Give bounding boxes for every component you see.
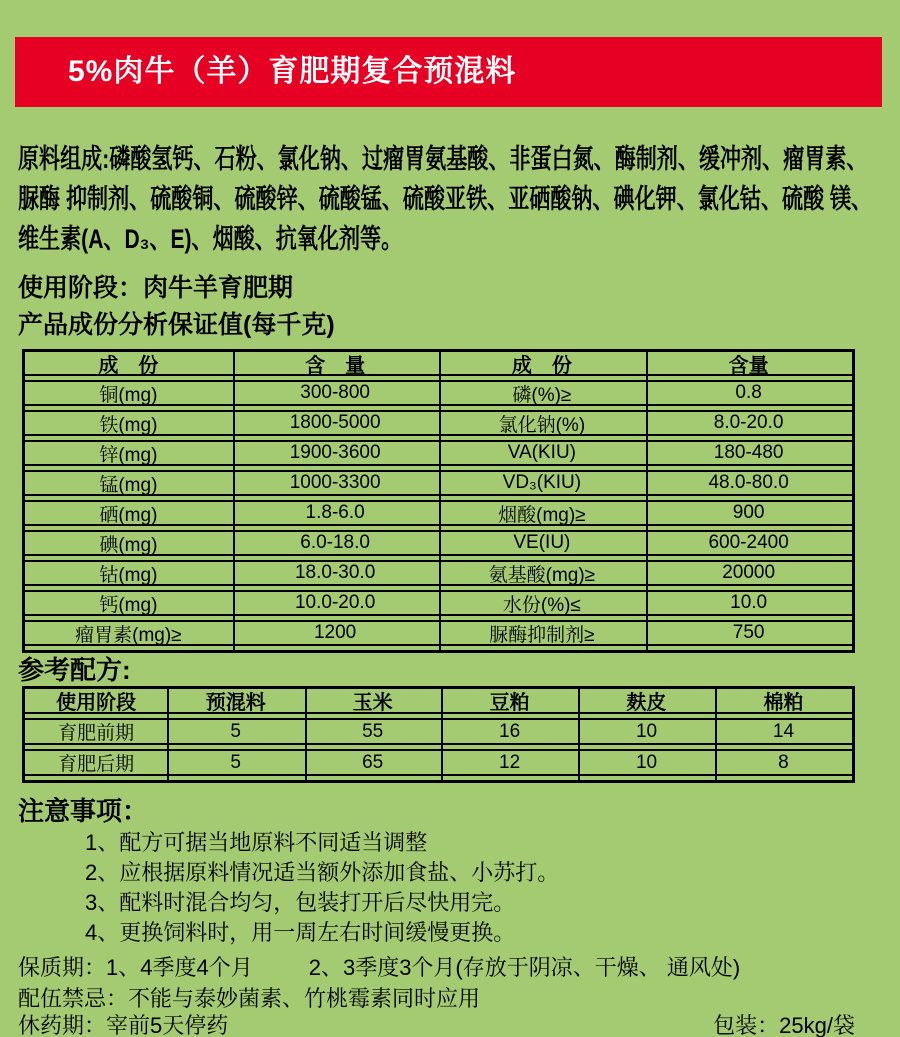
table-cell: VA(KIU) — [507, 442, 576, 463]
column-divider — [233, 352, 235, 650]
notes-section-title: 注意事项： — [18, 796, 149, 826]
table-cell: 瘤胃素(mg)≥ — [75, 624, 182, 646]
column-divider — [578, 689, 580, 780]
table-row — [25, 718, 852, 745]
table-cell: 12 — [499, 751, 521, 773]
table-cell: 8.0-20.0 — [713, 412, 784, 433]
note-item-3: 3、配料时混合均匀，包装打开后尽快用完。 — [85, 890, 516, 915]
table-cell: 10.0-20.0 — [294, 592, 376, 613]
table-cell: 1200 — [313, 622, 357, 643]
analysis-table — [22, 349, 855, 653]
table-cell: 750 — [732, 622, 765, 643]
table-cell: VE(IU) — [513, 532, 571, 553]
table-cell: 48.0-80.0 — [708, 472, 789, 493]
table-cell: 900 — [732, 502, 765, 523]
column-divider — [305, 689, 307, 780]
table-cell: 水份(%)≤ — [502, 594, 581, 616]
table-cell: 1900-3600 — [289, 442, 381, 463]
table-row — [25, 749, 852, 776]
incompatibility-line: 配伍禁忌：不能与泰妙菌素、竹桃霉素同时应用 — [18, 986, 481, 1011]
table-cell: 8 — [778, 751, 789, 773]
table-cell: 5 — [230, 751, 241, 773]
shelf-life-part1: 保质期：1、4季度4个月 — [18, 955, 253, 980]
column-header: 使用阶段 — [56, 692, 137, 714]
table-cell: 1.8-6.0 — [305, 502, 365, 523]
formula-header-row — [25, 689, 852, 714]
table-cell: 10 — [635, 720, 658, 742]
column-header: 成 份 — [98, 354, 159, 377]
shelf-life-part2: 2、3季度3个月(存放于阴凉、干燥、 通风处) — [308, 955, 741, 980]
shelf-life-line — [18, 951, 740, 982]
column-header: 成 份 — [511, 354, 572, 377]
ingredients-line-1: 原料组成:磷酸氢钙、石粉、氯化钠、过瘤胃氨基酸、非蛋白氮、酶制剂、缓冲剂、瘤胃素、 — [18, 144, 868, 174]
note-item-2: 2、应根据原料情况适当额外添加食盐、小苏打。 — [85, 860, 560, 885]
table-cell: 600-2400 — [708, 532, 789, 553]
table-cell: 5 — [230, 720, 241, 742]
table-cell: 氨基酸(mg)≥ — [488, 564, 596, 586]
table-cell: 1000-3300 — [289, 472, 381, 493]
table-cell: 育肥前期 — [58, 723, 135, 744]
table-cell: 6.0-18.0 — [300, 532, 370, 553]
title-banner — [15, 37, 882, 107]
column-header: 麸皮 — [626, 692, 667, 714]
column-header: 含量 — [728, 354, 769, 377]
table-cell: 14 — [772, 720, 795, 742]
ingredients-line-3: 维生素(A、D₃、E)、烟酸、抗氧化剂等。 — [18, 224, 403, 254]
table-cell: 育肥后期 — [58, 754, 135, 775]
table-cell: 碘(mg) — [99, 534, 158, 556]
table-cell: 铁(mg) — [99, 414, 158, 436]
table-cell: 锌(mg) — [99, 444, 158, 466]
bottom-row — [18, 1009, 855, 1037]
table-cell: 钴(mg) — [99, 564, 158, 586]
table-cell: 20000 — [722, 562, 776, 583]
formula-table — [22, 686, 855, 783]
column-divider — [715, 689, 717, 780]
usage-stage-line: 使用阶段：肉牛羊育肥期 — [18, 274, 294, 302]
table-cell: 55 — [362, 720, 384, 742]
table-cell: 硒(mg) — [99, 504, 158, 526]
column-divider — [439, 352, 441, 650]
table-cell: 16 — [499, 720, 521, 742]
product-title: 5%肉牛（羊）育肥期复合预混料 — [68, 55, 517, 88]
table-cell: 10.0 — [730, 592, 768, 613]
analysis-table-title: 产品成份分析保证值(每千克) — [18, 311, 335, 339]
table-cell: 脲酶抑制剂≥ — [489, 624, 595, 646]
table-cell: 钙(mg) — [99, 594, 158, 616]
ingredients-paragraph — [18, 139, 884, 259]
table-cell: 1800-5000 — [289, 412, 381, 433]
column-header: 棉粕 — [763, 692, 804, 714]
column-header: 预混料 — [205, 692, 266, 714]
ingredients-line-2: 脲酶 抑制剂、硫酸铜、硫酸锌、硫酸锰、硫酸亚铁、亚硒酸钠、碘化钾、氯化钴、硫酸 镁、 — [18, 184, 873, 214]
table-cell: 300-800 — [300, 382, 370, 403]
table-cell: 烟酸(mg)≥ — [498, 504, 586, 526]
table-cell: 0.8 — [735, 382, 762, 403]
table-cell: 氯化钠(%) — [498, 414, 586, 436]
column-divider — [441, 689, 443, 780]
table-cell: 18.0-30.0 — [294, 562, 376, 583]
package-spec: 包装：25kg/袋 — [713, 1013, 855, 1037]
table-cell: 铜(mg) — [99, 384, 158, 406]
withdrawal-period: 休药期：宰前5天停药 — [18, 1013, 229, 1037]
notes-list — [85, 828, 559, 948]
table-cell: 10 — [635, 751, 658, 773]
table-cell: 磷(%)≥ — [512, 384, 572, 406]
column-header: 含 量 — [305, 354, 366, 377]
table-cell: VD₃(KIU) — [502, 472, 582, 493]
table-cell: 180-480 — [713, 442, 784, 463]
table-cell: 65 — [362, 751, 384, 773]
note-item-4: 4、更换饲料时，用一周左右时间缓慢更换。 — [85, 920, 516, 945]
column-divider — [167, 689, 169, 780]
note-item-1: 1、配方可据当地原料不同适当调整 — [85, 830, 428, 855]
formula-section-title: 参考配方: — [18, 655, 131, 685]
column-header: 豆粕 — [489, 692, 530, 714]
column-header: 玉米 — [352, 692, 393, 714]
column-divider — [646, 352, 648, 650]
table-cell: 锰(mg) — [99, 474, 158, 496]
